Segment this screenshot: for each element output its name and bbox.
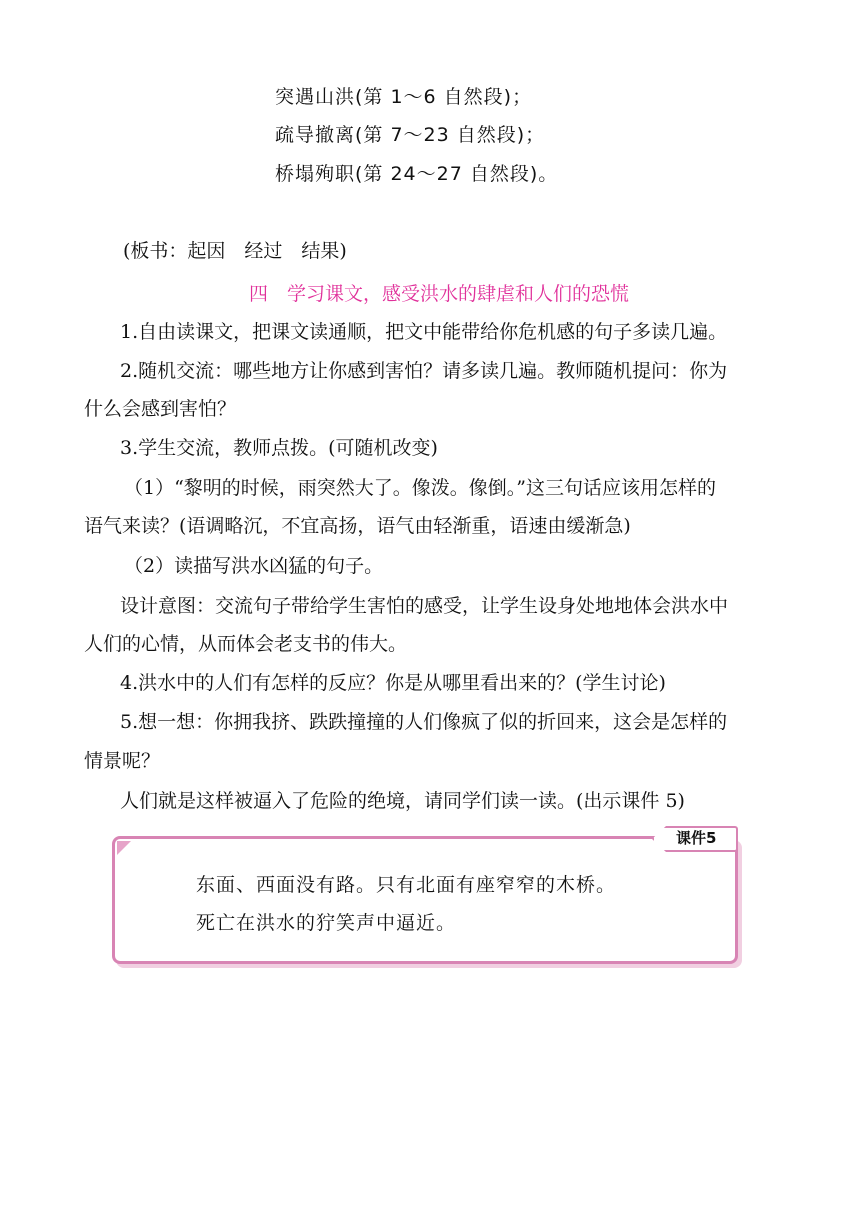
- courseware-line-2: 死亡在洪水的狞笑声中逼近。: [196, 912, 457, 934]
- paragraph-2-cont: 什么会感到害怕？: [84, 398, 237, 420]
- paragraph-6: 人们就是这样被逼入了危险的绝境，请同学们读一读。(出示课件 5): [120, 790, 685, 812]
- outline-item-2: 疏导撤离(第 7～23 自然段)；: [275, 124, 546, 146]
- board-note: (板书：起因 经过 结果): [123, 240, 347, 262]
- outline-item-3: 桥塌殉职(第 24～27 自然段)。: [275, 163, 559, 185]
- paragraph-5: 5.想一想：你拥我挤、跌跌撞撞的人们像疯了似的折回来，这会是怎样的: [120, 711, 728, 733]
- paragraph-2: 2.随机交流：哪些地方让你感到害怕？请多读几遍。教师随机提问：你为: [120, 360, 728, 382]
- design-intent: 设计意图：交流句子带给学生害怕的感受，让学生设身处地地体会洪水中: [120, 595, 729, 617]
- paragraph-1: 1.自由读课文，把课文读通顺，把文中能带给你危机感的句子多读几遍。: [120, 321, 728, 343]
- card-corner-mark: [117, 841, 131, 855]
- courseware-tag-label: 课件5: [676, 829, 717, 847]
- paragraph-3-2: （2）读描写洪水凶猛的句子。: [124, 555, 384, 577]
- courseware-card: [112, 836, 738, 964]
- paragraph-4: 4.洪水中的人们有怎样的反应？你是从哪里看出来的？(学生讨论): [120, 672, 666, 694]
- section-title: 四 学习课文，感受洪水的肆虐和人们的恐慌: [249, 283, 630, 305]
- design-intent-cont: 人们的心情，从而体会老支书的伟大。: [84, 633, 408, 655]
- paragraph-3-1: （1）“黎明的时候，雨突然大了。像泼。像倒。”这三句话应该用怎样的: [124, 477, 717, 499]
- paragraph-3: 3.学生交流，教师点拨。(可随机改变): [120, 437, 438, 459]
- outline-item-1: 突遇山洪(第 1～6 自然段)；: [275, 86, 533, 108]
- courseware-line-1: 东面、西面没有路。只有北面有座窄窄的木桥。: [196, 874, 617, 896]
- paragraph-3-1-cont: 语气来读？(语调略沉，不宜高扬，语气由轻渐重，语速由缓渐急): [84, 515, 631, 537]
- paragraph-5-cont: 情景呢？: [84, 750, 161, 772]
